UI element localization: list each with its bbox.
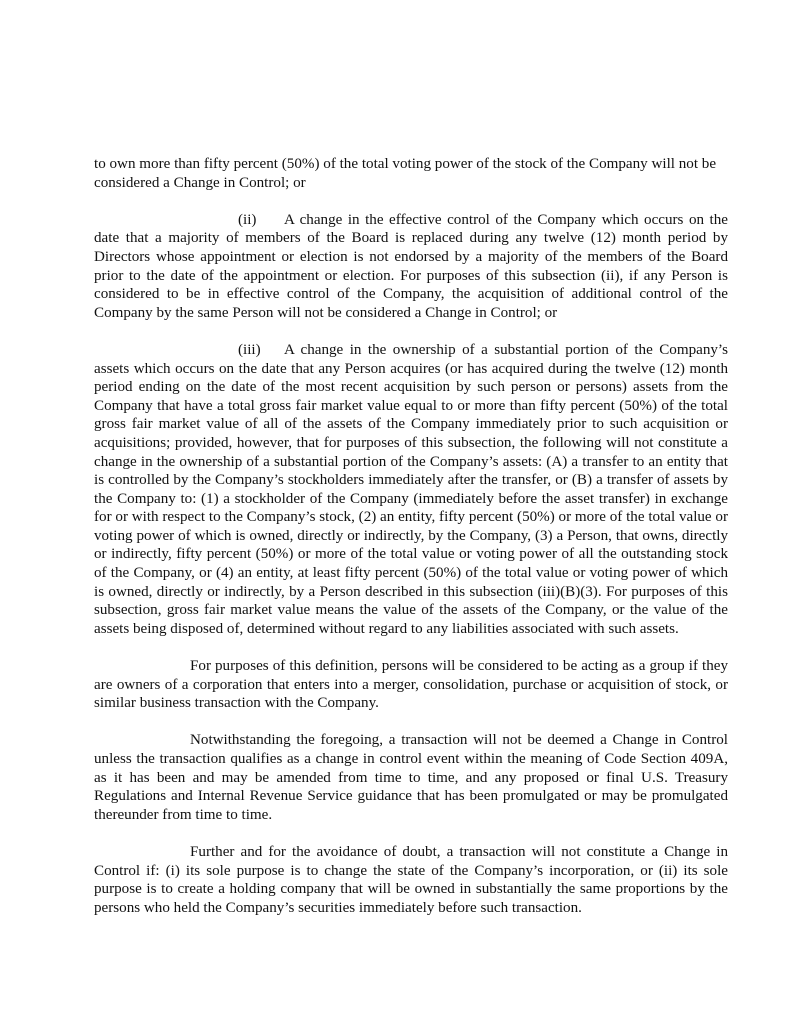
paragraph-avoidance-of-doubt: Further and for the avoidance of doubt, a transaction will not constitute a Change in Control if: (i) its sole purpose is to change the state of the Company’s incorporation, or (ii) its sole purpose is to create a holding company that will be owned in substantially the same proportions by the persons who held the Company’s securities immediately before such transaction. <box>94 843 728 916</box>
document-body <box>94 155 728 936</box>
paragraph-continuation: to own more than fifty percent (50%) of the total voting power of the stock of the Company will not be considered a Change in Control; or <box>94 156 717 191</box>
clause-iii <box>94 341 728 639</box>
clause-text: A change in the ownership of a substantial portion of the Company’s assets which occurs on the date that any Person acquires (or has acquired during the twelve (12) month period ending on the date of the most recent acquisition by such person or persons) assets from the Company that have a total gross fair market value equal to or more than fifty percent (50%) of the total gross fair market value of all of the assets of the Company immediately prior to such acquisition or acquisitions; provided, however, that for purposes of this subsection, the following will not constitute a change in the ownership of a substantial portion of the Company’s assets: (A) a transfer to an entity that is controlled by the Company’s stockholders immediately after the transfer, or (B) a transfer of assets by the Company to: (1) a stockholder of the Company (immediately before the asset transfer) in exchange for or with respect to the Company’s stock, (2) an entity, fifty percent (50%) or more of the total value or voting power of which is owned, directly or indirectly, by the Company, (3) a Person, that owns, directly or indirectly, fifty percent (50%) or more of the total value or voting power of all the outstanding stock of the Company, or (4) an entity, at least fifty percent (50%) of the total value or voting power of which is owned, directly or indirectly, by a Person described in this subsection (iii)(B)(3). For purposes of this subsection, gross fair market value means the value of the assets of the Company, or the value of the assets being disposed of, determined without regard to any liabilities associated with such assets. <box>94 341 728 637</box>
clause-number: (ii) <box>238 211 257 228</box>
clause-number: (iii) <box>238 341 261 358</box>
clause-ii <box>94 211 728 323</box>
paragraph-group-definition: For purposes of this definition, persons will be considered to be acting as a group if they are owners of a corporation that enters into a merger, consolidation, purchase or acquisition of stock, or similar business transaction with the Company. <box>94 658 728 712</box>
clause-text: A change in the effective control of the Company which occurs on the date that a majority of members of the Board is replaced during any twelve (12) month period by Directors whose appointment or election is not endorsed by a majority of the members of the Board prior to the date of the appointment or election. For purposes of this subsection (ii), if any Person is considered to be in effective control of the Company, the acquisition of additional control of the Company by the same Person will not be considered a Change in Control; or <box>94 211 728 321</box>
paragraph-section-409a: Notwithstanding the foregoing, a transaction will not be deemed a Change in Control unless the transaction qualifies as a change in control event within the meaning of Code Section 409A, as it has been and may be amended from time to time, and any proposed or final U.S. Treasury Regulations and Internal Revenue Service guidance that has been promulgated or may be promulgated thereunder from time to time. <box>94 732 728 823</box>
